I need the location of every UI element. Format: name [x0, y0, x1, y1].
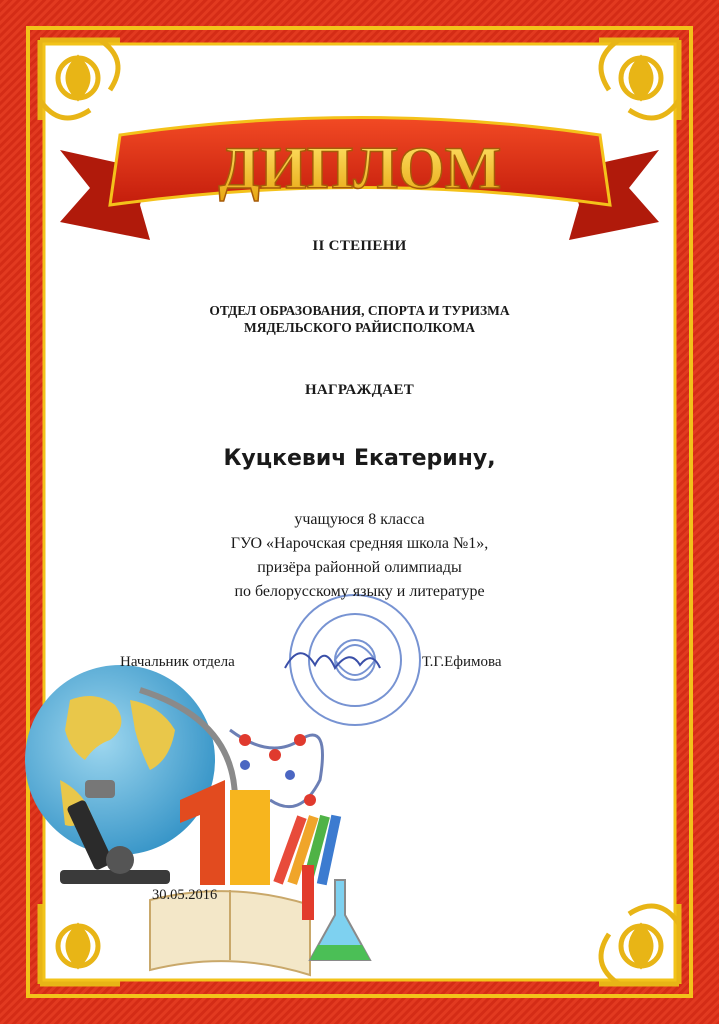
recipient-name: Куцкевич Екатерину,	[223, 446, 496, 471]
organization-line-1: ОТДЕЛ ОБРАЗОВАНИЯ, СПОРТА И ТУРИЗМА	[209, 303, 510, 318]
signatory-title: Начальник отдела	[120, 654, 235, 670]
award-action: НАГРАЖДАЕТ	[304, 382, 415, 398]
detail-line-1: учащуюся 8 класса	[294, 511, 425, 528]
signatory-name: Т.Г.Ефимова	[422, 654, 502, 670]
detail-line-3: призёра районной олимпиады	[257, 559, 462, 576]
organization-line-2: МЯДЕЛЬСКОГО РАЙИСПОЛКОМА	[244, 320, 475, 335]
globe-icon	[25, 665, 215, 855]
banner-title: ДИПЛОМ	[218, 135, 502, 201]
issue-date: 30.05.2016	[152, 887, 218, 903]
award-degree: II СТЕПЕНИ	[312, 238, 407, 254]
detail-line-2: ГУО «Нарочская средняя школа №1»,	[230, 535, 489, 552]
detail-line-4: по белорусскому языку и литературе	[234, 583, 485, 600]
